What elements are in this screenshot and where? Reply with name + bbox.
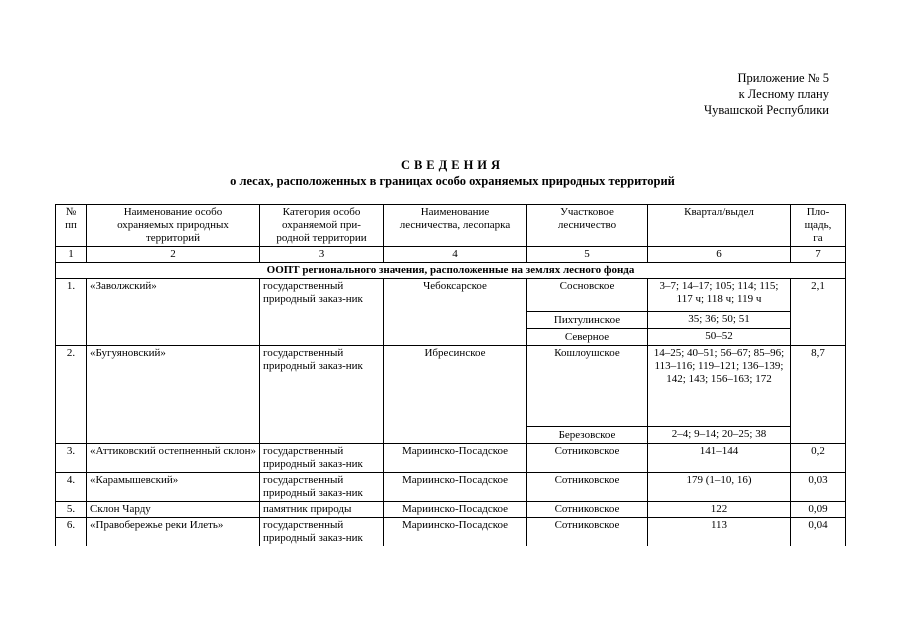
row-district: Северное [564,331,610,343]
header-forestry: Наименование лесничества, лесопарка [384,205,527,247]
row-district: Пихтулинское [527,312,647,329]
row-number: 4. [56,473,87,502]
header-area: Пло- щадь, га [791,205,846,247]
row-forestry: Мариинско-Посадское [384,473,527,502]
row-blocks: 2–4; 9–14; 20–25; 38 [671,428,767,440]
column-number: 4 [384,247,527,263]
row-blocks: 141–144 [648,444,791,473]
row-area: 0,2 [791,444,846,473]
column-number: 6 [648,247,791,263]
table-row [56,502,846,518]
title-main: СВЕДЕНИЯ [400,158,505,172]
section-heading: ООПТ регионального значения, расположенные на землях лесного фонда [56,263,846,279]
row-number: 3. [56,444,87,473]
row-district: Кошлоушское [527,346,647,427]
header-name: Наименование особо охраняемых природных территорий [87,205,260,247]
row-number: 5. [56,502,87,518]
column-number: 2 [87,247,260,263]
column-number: 5 [527,247,648,263]
row-area: 0,03 [791,473,846,502]
row-name: «Заволжский» [87,279,260,346]
row-blocks-group [648,279,791,346]
row-name: «Правобережье реки Илеть» [87,518,260,547]
row-district: Сотниковское [527,473,648,502]
row-blocks-group [648,346,791,444]
row-forestry: Мариинско-Посадское [384,518,527,547]
protected-areas-table [55,204,846,546]
row-number: 1. [56,279,87,346]
row-district-group [527,346,648,444]
row-category: государственный природный заказ-ник [260,518,384,547]
row-blocks: 35; 36; 50; 51 [648,312,790,329]
row-blocks: 122 [648,502,791,518]
row-blocks: 113 [648,518,791,547]
row-forestry: Чебоксарское [384,279,527,346]
row-name: «Аттиковский остепненный склон» [87,444,260,473]
table-row [56,346,846,444]
row-name: «Бугуяновский» [87,346,260,444]
row-forestry: Мариинско-Посадское [384,444,527,473]
section-row [56,263,846,279]
row-category: государственный природный заказ-ник [260,473,384,502]
row-district: Сотниковское [527,518,648,547]
row-forestry: Ибресинское [384,346,527,444]
row-forestry: Мариинско-Посадское [384,502,527,518]
header-district: Участковое лесничество [527,205,648,247]
row-area: 2,1 [791,279,846,346]
row-number: 2. [56,346,87,444]
row-district: Сосновское [527,279,647,312]
row-category: государственный природный заказ-ник [260,279,384,346]
row-category: государственный природный заказ-ник [260,444,384,473]
document-title [60,157,845,189]
appendix-note [600,70,829,118]
header-num: № пп [56,205,87,247]
row-name: Склон Чарду [87,502,260,518]
row-district: Сотниковское [527,502,648,518]
row-area: 0,09 [791,502,846,518]
row-district-group [527,279,648,346]
row-district: Березовское [558,429,616,441]
row-category: памятник природы [260,502,384,518]
row-category: государственный природный заказ-ник [260,346,384,444]
row-blocks: 50–52 [705,330,733,342]
table-header-row [56,205,846,247]
row-district: Сотниковское [527,444,648,473]
column-number-row [56,247,846,263]
row-area: 8,7 [791,346,846,444]
appendix-line-2: к Лесному плану [738,87,829,101]
header-category: Категория особо охраняемой при- родной территории [260,205,384,247]
column-number: 7 [791,247,846,263]
table-row [56,518,846,547]
appendix-line-1: Приложение № 5 [737,71,829,85]
column-number: 1 [56,247,87,263]
row-blocks: 179 (1–10, 16) [648,473,791,502]
table-row [56,473,846,502]
row-name: «Карамышевский» [87,473,260,502]
row-blocks: 3–7; 14–17; 105; 114; 115; 117 ч; 118 ч; 119 ч [648,279,790,312]
appendix-line-3: Чувашской Республики [703,103,829,117]
row-number: 6. [56,518,87,547]
header-blocks: Квартал/выдел [648,205,791,247]
row-blocks: 14–25; 40–51; 56–67; 85–96; 113–116; 119–121; 136–139; 142; 143; 156–163; 172 [648,346,790,427]
table-row [56,444,846,473]
column-number: 3 [260,247,384,263]
table-row [56,279,846,346]
row-area: 0,04 [791,518,846,547]
title-subtitle: о лесах, расположенных в границах особо охраняемых природных территорий [230,174,675,188]
